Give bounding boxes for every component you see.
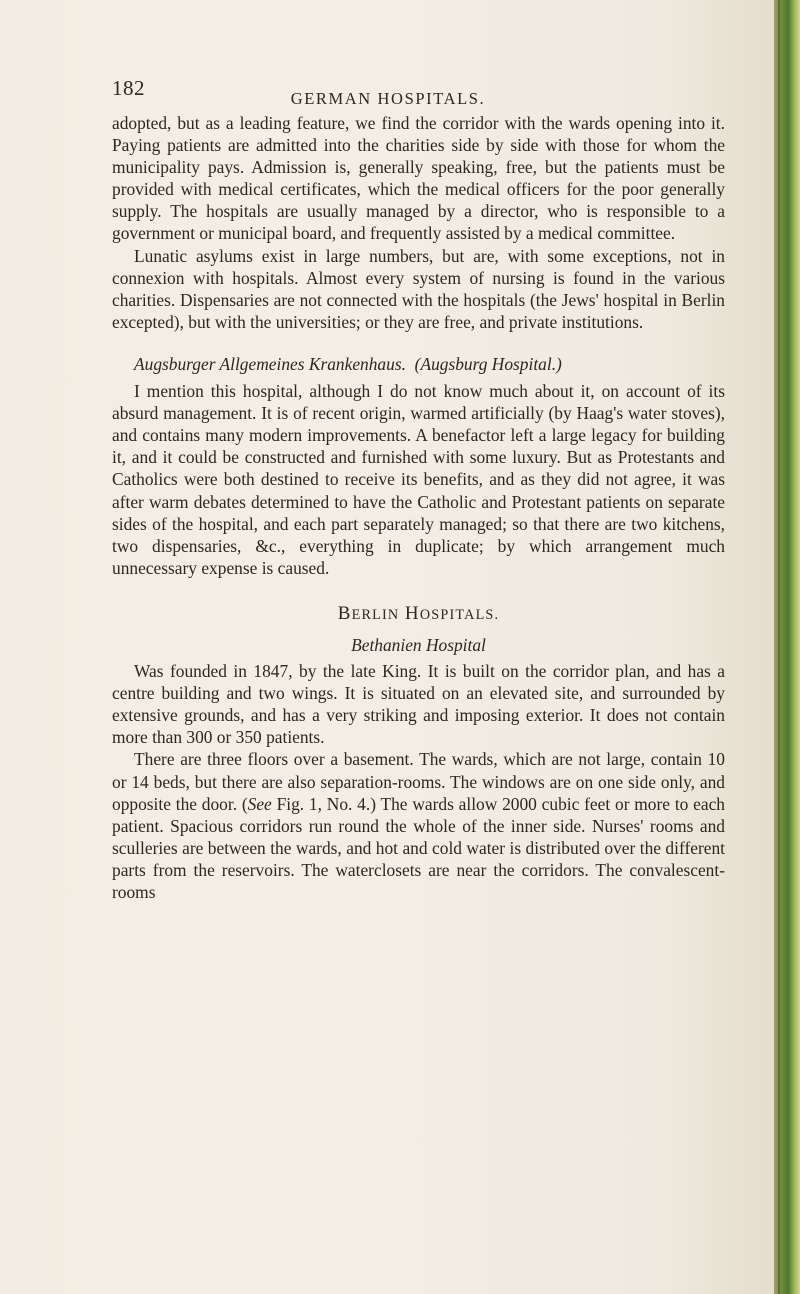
paragraph-augsburg: I mention this hospital, although I do not know much about it, on account of its absurd management. It is of recent origin, warmed artificially (by Haag's water stoves), and contains many modern improvements. A benefactor left a large legacy for building it, and it could be constructed and furnished with some luxury. But as Protestants and Catholics were both destined to receive its benefits, and as they did not agree, it was after warm debates determined to have the Catholic and Protestant patients on separate sides of the hospital, and each part separately managed; so that there are two kitchens, two dispensaries, &c., everything in duplicate; by which arrangement much unnecessary expense is caused. xyxy=(112,381,725,578)
section-heading-berlin-hospitals: BERLIN HOSPITALS. xyxy=(337,602,500,624)
see-reference: See xyxy=(247,793,272,814)
subheading-bethanien: Bethanien Hospital xyxy=(351,634,486,655)
hospital-heading-augsburg xyxy=(112,353,725,375)
paragraph-lunatic-asylums: Lunatic asylums exist in large numbers, but are, with some exceptions, not in connexion with hospitals. Almost every system of nursing is found in the various charities. Dispensaries are not connected with the hospitals (the Jews' hospital in Berlin excepted), but with the universities; or they are free, and private institutions. xyxy=(112,245,725,332)
hospital-english-name: (Augsburg Hospital.) xyxy=(414,353,562,374)
body-text xyxy=(112,112,725,903)
paragraph-continued: adopted, but as a leading feature, we find the corridor with the wards opening into it. Paying patients are admitted into the charities side by side with those for whom the municipality pays. Admission is, generally speaking, free, but the patients must be provided with medical certificates, which the medical officers for the poor generally supply. The hospitals are usually managed by a director, who is responsible to a government or municipal board, and frequently assisted by a medical committee. xyxy=(112,113,725,244)
paragraph-bethanien-wards: There are three floors over a basement. The wards, which are not large, contain 10 or 14 beds, but there are also separation-rooms. The windows are on one side only, and opposite the door. (See Fig. 1, No. 4.) The wards allow 2000 cubic feet or more to each patient. Spacious corridors run round the whole of the inner side. Nurses' rooms and sculleries are between the wards, and hot and cold water is distributed over the different parts from the reservoirs. The waterclosets are near the corridors. The convalescent-rooms xyxy=(112,749,725,902)
paragraph-bethanien-founding: Was founded in 1847, by the late King. It is built on the corridor plan, and has a centre building and two wings. It is situated on an elevated site, and surrounded by extensive grounds, and has a very striking and imposing exterior. It does not contain more than 300 or 350 patients. xyxy=(112,661,725,748)
page-number: 182 xyxy=(112,76,145,100)
hospital-german-name: Augsburger Allgemeines Krankenhaus. xyxy=(134,353,406,374)
spine-crease xyxy=(778,0,780,1294)
running-title: GERMAN HOSPITALS. xyxy=(290,89,486,108)
page-header xyxy=(0,76,776,106)
